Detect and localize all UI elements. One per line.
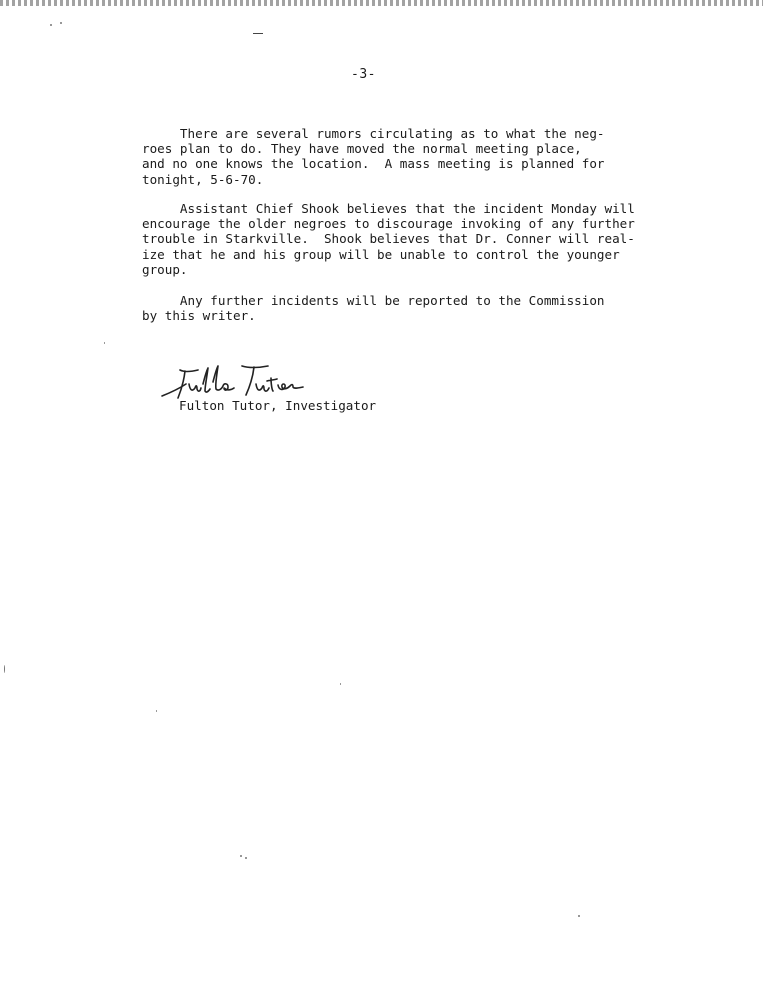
scan-speck xyxy=(156,710,157,712)
text-line: by this writer. xyxy=(142,308,256,324)
scan-speck xyxy=(240,855,242,857)
scan-speck xyxy=(60,22,62,24)
scan-mark xyxy=(253,33,263,34)
paragraph-rumors xyxy=(142,126,642,187)
paragraph-further-incidents xyxy=(142,293,642,323)
scan-speck xyxy=(340,683,341,685)
scan-speck xyxy=(578,915,580,917)
text-line: Assistant Chief Shook believes that the incident Monday will xyxy=(142,201,635,216)
text-line: ize that he and his group will be unable to control the younger xyxy=(142,246,620,262)
text-line: tonight, 5-6-70. xyxy=(142,171,264,187)
text-line: and no one knows the location. A mass meeting is planned for xyxy=(142,156,605,172)
text-line: roes plan to do. They have moved the normal meeting place, xyxy=(142,141,582,157)
page-number: -3- xyxy=(351,67,376,82)
scan-speck xyxy=(50,24,52,26)
scan-speck xyxy=(245,857,247,859)
text-line: trouble in Starkville. Shook believes that Dr. Conner will real- xyxy=(142,231,635,247)
text-line: There are several rumors circulating as to what the neg- xyxy=(142,126,605,141)
paragraph-chief-shook xyxy=(142,201,642,277)
scan-speck xyxy=(4,665,5,673)
scan-top-edge xyxy=(0,0,763,6)
text-line: group. xyxy=(142,261,188,277)
text-line: encourage the older negroes to discourage invoking of any further xyxy=(142,216,635,232)
signer-name-title: Fulton Tutor, Investigator xyxy=(179,398,377,413)
scan-speck xyxy=(104,342,105,344)
text-line: Any further incidents will be reported to the Commission xyxy=(142,293,605,308)
